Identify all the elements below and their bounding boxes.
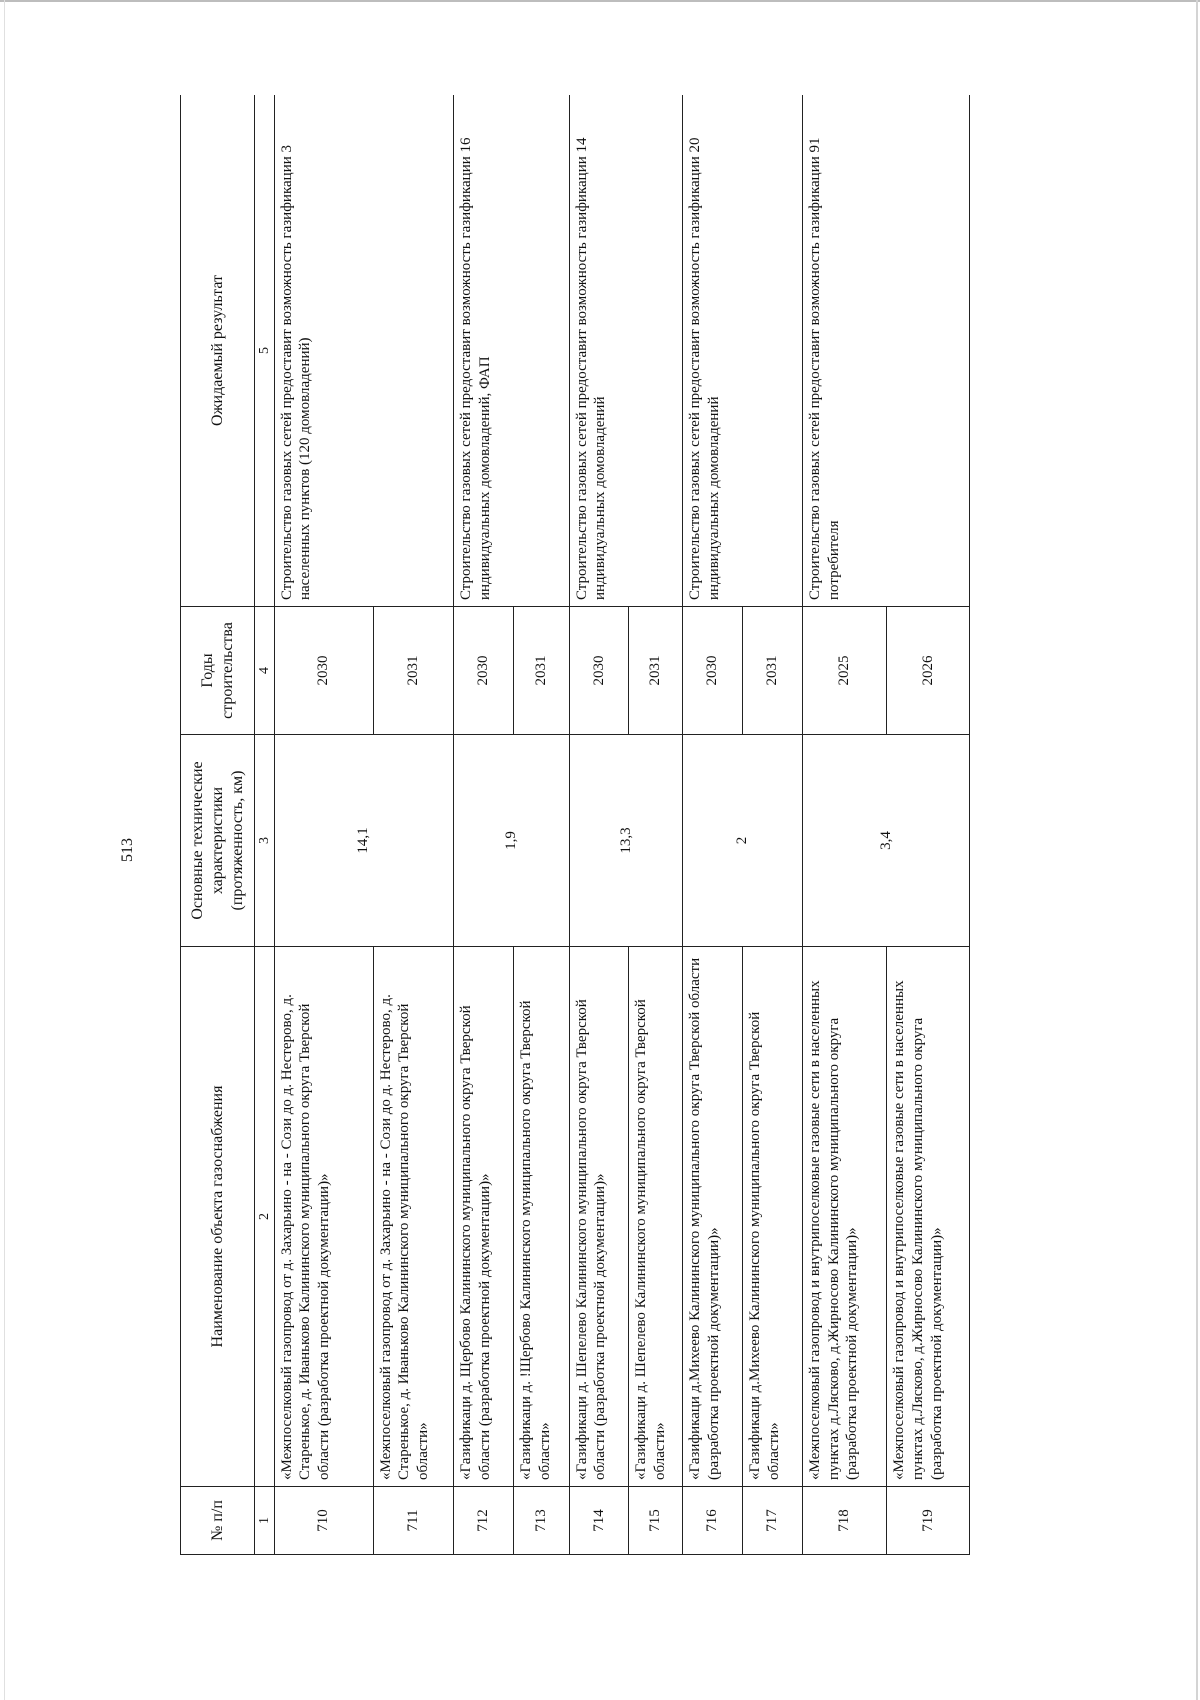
col-number: 3 <box>255 735 275 947</box>
construction-year: 2030 <box>569 607 629 735</box>
construction-year: 2025 <box>802 607 887 735</box>
row-number: 712 <box>454 1487 514 1555</box>
row-number: 717 <box>742 1487 802 1555</box>
construction-year: 2031 <box>513 607 569 735</box>
scan-edge-left <box>4 0 5 1700</box>
scan-edge-top <box>0 0 1200 2</box>
scan-edge-right <box>1196 0 1198 1700</box>
col-number: 4 <box>255 607 275 735</box>
construction-year: 2031 <box>742 607 802 735</box>
length-value: 13,3 <box>569 735 682 947</box>
table-wrapper <box>180 95 970 1555</box>
row-number: 715 <box>629 1487 683 1555</box>
header-num: № п/п <box>181 1487 255 1555</box>
gas-supply-table <box>180 95 970 1555</box>
object-name: «Газификаци д.Михеево Калининского муниципального округа Тверской области» <box>742 947 802 1487</box>
rotated-table-area <box>180 95 970 1555</box>
table-row <box>683 95 743 1555</box>
row-number: 718 <box>802 1487 887 1555</box>
row-number: 719 <box>887 1487 970 1555</box>
col-number: 1 <box>255 1487 275 1555</box>
header-row <box>181 95 255 1555</box>
length-value: 14,1 <box>274 735 454 947</box>
expected-result: Строительство газовых сетей предоставит возможность газификации 14 индивидуальных домовладений <box>569 95 682 607</box>
construction-year: 2031 <box>373 607 453 735</box>
table-row <box>274 95 373 1555</box>
header-years: Годы строительства <box>181 607 255 735</box>
row-number: 713 <box>513 1487 569 1555</box>
row-number: 714 <box>569 1487 629 1555</box>
row-number: 710 <box>274 1487 373 1555</box>
construction-year: 2030 <box>454 607 514 735</box>
col-number: 2 <box>255 947 275 1487</box>
header-name: Наименование объекта газоснабжения <box>181 947 255 1487</box>
row-number: 711 <box>373 1487 453 1555</box>
page-number: 513 <box>119 838 136 862</box>
object-name: «Газификаци д. Шепелево Калининского муниципального округа Тверской области (разработка проектной документации)» <box>569 947 629 1487</box>
length-value: 1,9 <box>454 735 570 947</box>
column-number-row <box>255 95 275 1555</box>
object-name: «Межпоселковый газопровод от д. Захарьино - на - Сози до д. Нестерово, д. Старенькое, д. Иваньково Калининского муниципального округа Тверской области (разработка проектной документации)» <box>274 947 373 1487</box>
object-name: «Газификаци д. Шепелево Калининского муниципального округа Тверской области» <box>629 947 683 1487</box>
object-name: «Межпоселковый газопровод и внутрипоселковые газовые сети в населенных пунктах д.Лясково, д.Жирносово Калининского муниципального округа (разработка проектной документации)» <box>802 947 887 1487</box>
expected-result: Строительство газовых сетей предоставит возможность газификации 91 потребителя <box>802 95 969 607</box>
table-row <box>569 95 629 1555</box>
construction-year: 2031 <box>629 607 683 735</box>
table-row <box>802 95 887 1555</box>
length-value: 2 <box>683 735 803 947</box>
expected-result: Строительство газовых сетей предоставит возможность газификации 16 индивидуальных домовладений, ФАП <box>454 95 570 607</box>
length-value: 3,4 <box>802 735 969 947</box>
row-number: 716 <box>683 1487 743 1555</box>
object-name: «Межпоселковый газопровод от д. Захарьино - на - Сози до д. Нестерово, д. Старенькое, д. Иваньково Калининского муниципального округа Тверской области» <box>373 947 453 1487</box>
header-result: Ожидаемый результат <box>181 95 255 607</box>
construction-year: 2030 <box>683 607 743 735</box>
col-number: 5 <box>255 95 275 607</box>
expected-result: Строительство газовых сетей предоставит возможность газификации 3 населенных пунктов (120 домовладений) <box>274 95 454 607</box>
header-tech: Основные технические характеристики (протяженность, км) <box>181 735 255 947</box>
object-name: «Газификаци д. !Щербово Калининского муниципального округа Тверской области» <box>513 947 569 1487</box>
construction-year: 2026 <box>887 607 970 735</box>
table-row <box>454 95 514 1555</box>
construction-year: 2030 <box>274 607 373 735</box>
object-name: «Газификаци д. Щербово Калининского муниципального округа Тверской области (разработка проектной документации)» <box>454 947 514 1487</box>
expected-result: Строительство газовых сетей предоставит возможность газификации 20 индивидуальных домовладений <box>683 95 803 607</box>
object-name: «Межпоселковый газопровод и внутрипоселковые газовые сети в населенных пунктах д.Лясково, д.Жирносово Калининского муниципального округа (разработка проектной документации)» <box>887 947 970 1487</box>
object-name: «Газификаци д.Михеево Калининского муниципального округа Тверской области (разработка проектной документации)» <box>683 947 743 1487</box>
